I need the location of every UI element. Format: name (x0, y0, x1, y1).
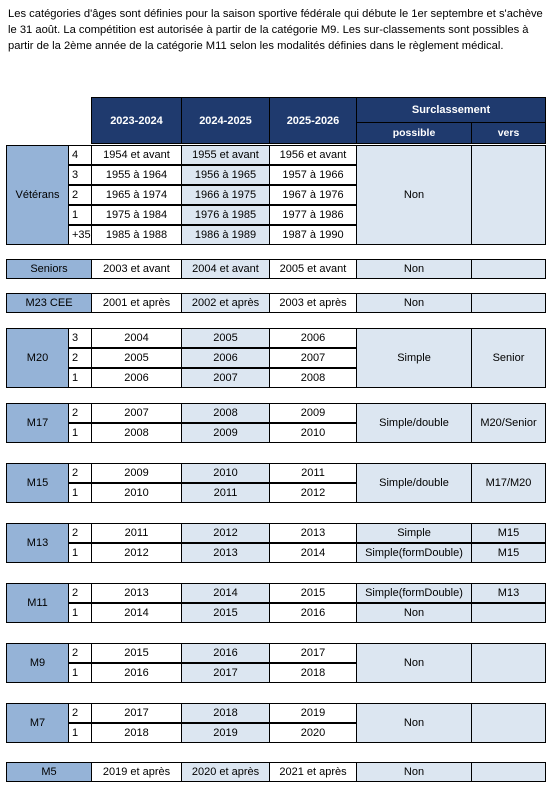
surclassement-vers (471, 259, 546, 279)
year-rank: 3 (68, 328, 92, 348)
year-rank: 1 (68, 603, 92, 623)
year-rank: 2 (68, 463, 92, 483)
birth-years-2023-2024: 2003 et avant (91, 259, 182, 279)
birth-years-2025-2026: 2015 (269, 583, 357, 603)
birth-years-2025-2026: 2014 (269, 543, 357, 563)
surclassement-possible: Non (356, 643, 472, 683)
header-surclassement: Surclassement (356, 97, 546, 123)
year-rank: 1 (68, 483, 92, 503)
surclassement-possible: Simple(formDouble) (356, 543, 472, 563)
header-season-2025-2026: 2025-2026 (269, 97, 357, 144)
birth-years-2024-2025: 2006 (181, 348, 270, 368)
birth-years-2023-2024: 1955 à 1964 (91, 165, 182, 185)
birth-years-2023-2024: 2005 (91, 348, 182, 368)
birth-years-2024-2025: 1956 à 1965 (181, 165, 270, 185)
birth-years-2025-2026: 2018 (269, 663, 357, 683)
surclassement-vers (471, 762, 546, 782)
birth-years-2025-2026: 2007 (269, 348, 357, 368)
birth-years-2024-2025: 2016 (181, 643, 270, 663)
category-label: M23 CEE (6, 293, 92, 313)
surclassement-possible: Non (356, 259, 472, 279)
category-label: M17 (6, 403, 69, 443)
category-label: M20 (6, 328, 69, 388)
birth-years-2023-2024: 2008 (91, 423, 182, 443)
birth-years-2025-2026: 2021 et après (269, 762, 357, 782)
birth-years-2025-2026: 1967 à 1976 (269, 185, 357, 205)
birth-years-2024-2025: 2008 (181, 403, 270, 423)
surclassement-possible: Simple (356, 328, 472, 388)
surclassement-vers: M20/Senior (471, 403, 546, 443)
birth-years-2024-2025: 2007 (181, 368, 270, 388)
birth-years-2024-2025: 1966 à 1975 (181, 185, 270, 205)
birth-years-2025-2026: 2013 (269, 523, 357, 543)
birth-years-2025-2026: 2005 et avant (269, 259, 357, 279)
birth-years-2023-2024: 2015 (91, 643, 182, 663)
birth-years-2025-2026: 2009 (269, 403, 357, 423)
surclassement-possible: Non (356, 762, 472, 782)
birth-years-2025-2026: 2006 (269, 328, 357, 348)
birth-years-2023-2024: 2001 et après (91, 293, 182, 313)
year-rank: 3 (68, 165, 92, 185)
surclassement-possible: Simple/double (356, 403, 472, 443)
birth-years-2025-2026: 1987 à 1990 (269, 225, 357, 245)
birth-years-2023-2024: 2014 (91, 603, 182, 623)
birth-years-2025-2026: 1977 à 1986 (269, 205, 357, 225)
birth-years-2024-2025: 1986 à 1989 (181, 225, 270, 245)
category-label: M9 (6, 643, 69, 683)
birth-years-2023-2024: 2004 (91, 328, 182, 348)
surclassement-possible: Simple (356, 523, 472, 543)
birth-years-2025-2026: 2010 (269, 423, 357, 443)
birth-years-2025-2026: 2016 (269, 603, 357, 623)
category-label: M11 (6, 583, 69, 623)
birth-years-2023-2024: 2006 (91, 368, 182, 388)
surclassement-possible: Non (356, 703, 472, 743)
year-rank: 2 (68, 643, 92, 663)
birth-years-2024-2025: 2014 (181, 583, 270, 603)
header-possible: possible (356, 122, 472, 144)
birth-years-2024-2025: 2018 (181, 703, 270, 723)
birth-years-2023-2024: 1975 à 1984 (91, 205, 182, 225)
birth-years-2023-2024: 2013 (91, 583, 182, 603)
birth-years-2024-2025: 2015 (181, 603, 270, 623)
header-season-2024-2025: 2024-2025 (181, 97, 270, 144)
birth-years-2024-2025: 2005 (181, 328, 270, 348)
surclassement-possible: Simple/double (356, 463, 472, 503)
birth-years-2024-2025: 2002 et après (181, 293, 270, 313)
surclassement-vers: M17/M20 (471, 463, 546, 503)
birth-years-2023-2024: 2012 (91, 543, 182, 563)
birth-years-2024-2025: 2012 (181, 523, 270, 543)
birth-years-2023-2024: 2016 (91, 663, 182, 683)
surclassement-possible: Non (356, 145, 472, 245)
year-rank: 1 (68, 723, 92, 743)
birth-years-2023-2024: 2017 (91, 703, 182, 723)
intro-paragraph: Les catégories d'âges sont définies pour la saison sportive fédérale qui débute le 1er septembre et s'achève le 31 août. La compétition est autorisée à partir de la catégorie M9. Les sur-classements sont possibles à partir de la 2ème année de la catégorie M11 selon les modalités définies dans le règlement médical. (8, 8, 543, 52)
birth-years-2025-2026: 2003 et après (269, 293, 357, 313)
birth-years-2023-2024: 2007 (91, 403, 182, 423)
birth-years-2024-2025: 1976 à 1985 (181, 205, 270, 225)
surclassement-vers (471, 643, 546, 683)
birth-years-2025-2026: 2017 (269, 643, 357, 663)
surclassement-vers (471, 703, 546, 743)
birth-years-2024-2025: 2010 (181, 463, 270, 483)
year-rank: 2 (68, 348, 92, 368)
birth-years-2024-2025: 2004 et avant (181, 259, 270, 279)
birth-years-2023-2024: 1954 et avant (91, 145, 182, 165)
year-rank: 2 (68, 523, 92, 543)
year-rank: 1 (68, 543, 92, 563)
year-rank: 1 (68, 368, 92, 388)
birth-years-2024-2025: 2017 (181, 663, 270, 683)
year-rank: 1 (68, 663, 92, 683)
surclassement-vers (471, 293, 546, 313)
birth-years-2024-2025: 2013 (181, 543, 270, 563)
birth-years-2024-2025: 2019 (181, 723, 270, 743)
surclassement-vers: M15 (471, 543, 546, 563)
year-rank: 1 (68, 423, 92, 443)
birth-years-2023-2024: 2011 (91, 523, 182, 543)
surclassement-vers (471, 603, 546, 623)
year-rank: 2 (68, 403, 92, 423)
category-label: Seniors (6, 259, 92, 279)
birth-years-2023-2024: 2010 (91, 483, 182, 503)
birth-years-2023-2024: 2018 (91, 723, 182, 743)
surclassement-vers (471, 145, 546, 245)
surclassement-possible: Non (356, 293, 472, 313)
header-season-2023-2024: 2023-2024 (91, 97, 182, 144)
year-rank: 2 (68, 703, 92, 723)
birth-years-2025-2026: 1957 à 1966 (269, 165, 357, 185)
birth-years-2024-2025: 2020 et après (181, 762, 270, 782)
surclassement-possible: Non (356, 603, 472, 623)
surclassement-vers: Senior (471, 328, 546, 388)
birth-years-2025-2026: 1956 et avant (269, 145, 357, 165)
birth-years-2023-2024: 2019 et après (91, 762, 182, 782)
birth-years-2025-2026: 2020 (269, 723, 357, 743)
birth-years-2024-2025: 2011 (181, 483, 270, 503)
birth-years-2025-2026: 2019 (269, 703, 357, 723)
surclassement-vers: M13 (471, 583, 546, 603)
header-vers: vers (471, 122, 546, 144)
birth-years-2024-2025: 1955 et avant (181, 145, 270, 165)
category-label: M5 (6, 762, 92, 782)
year-rank: 4 (68, 145, 92, 165)
birth-years-2023-2024: 1965 à 1974 (91, 185, 182, 205)
category-label: Vétérans (6, 145, 69, 245)
birth-years-2023-2024: 1985 à 1988 (91, 225, 182, 245)
category-label: M13 (6, 523, 69, 563)
year-rank: 2 (68, 583, 92, 603)
surclassement-possible: Simple(formDouble) (356, 583, 472, 603)
category-label: M7 (6, 703, 69, 743)
birth-years-2024-2025: 2009 (181, 423, 270, 443)
category-label: M15 (6, 463, 69, 503)
year-rank: 2 (68, 185, 92, 205)
surclassement-vers: M15 (471, 523, 546, 543)
birth-years-2025-2026: 2011 (269, 463, 357, 483)
birth-years-2023-2024: 2009 (91, 463, 182, 483)
birth-years-2025-2026: 2008 (269, 368, 357, 388)
birth-years-2025-2026: 2012 (269, 483, 357, 503)
year-rank: 1 (68, 205, 92, 225)
year-rank: +35 (68, 225, 92, 245)
